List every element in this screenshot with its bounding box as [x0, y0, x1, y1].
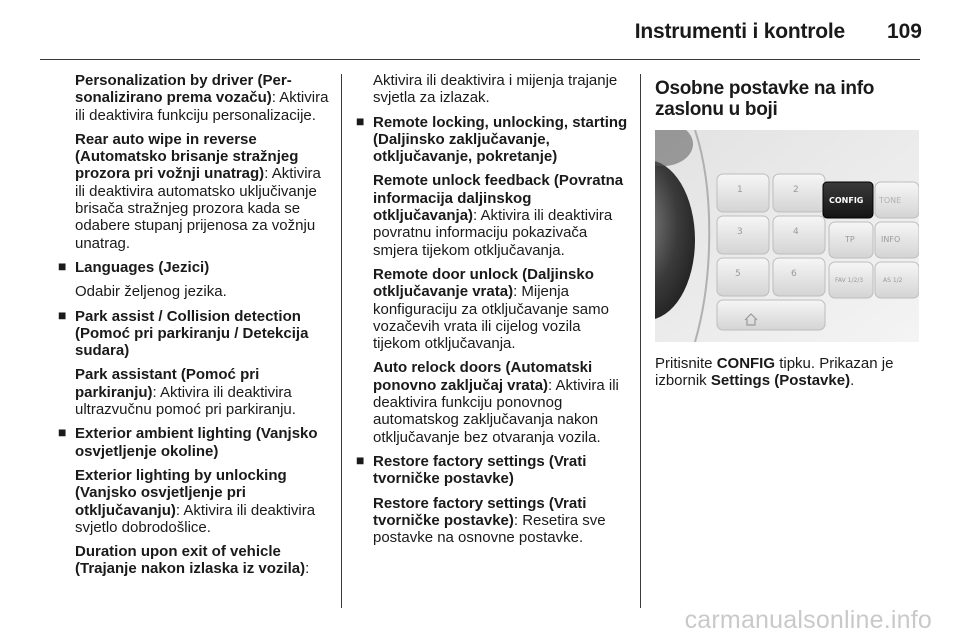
bullet-remote — [356, 114, 631, 166]
item-languages-desc: Odabir željenog jezika. — [75, 283, 227, 301]
panel-button-tp — [829, 222, 873, 258]
panel-button-2 — [773, 174, 825, 212]
bullet-title: Remote locking, unlocking, starting (Daljinsko zaključavanje, otključavanje, pokretanje) — [373, 113, 628, 166]
caption-text: . — [850, 372, 855, 390]
item-desc: : Mijenja konfiguraciju za otključavanje samo vozačevih vrata ili cijelog vozila tijekom otključavanja. — [373, 283, 609, 353]
home-button — [717, 300, 825, 330]
column-3 — [655, 72, 927, 390]
page-header — [0, 0, 960, 62]
item-rear-wipe — [75, 131, 330, 252]
item-remote-feedback — [373, 172, 631, 258]
item-personalization — [75, 72, 330, 124]
button-label: 4 — [793, 227, 799, 237]
panel-button-config — [823, 182, 873, 218]
panel-button-1 — [717, 174, 769, 212]
bullet-languages — [58, 259, 330, 276]
header-rule — [40, 59, 920, 60]
item-duration — [75, 543, 330, 578]
item-title: Restore factory settings (Vrati tvorničke postavke) — [373, 494, 587, 529]
column-divider-2 — [640, 74, 641, 608]
bullet-title: Restore factory settings (Vrati tvorničke postavke) — [373, 452, 587, 488]
item-title: Duration upon exit of vehicle (Trajanje nakon izlaska iz vozila) — [75, 543, 306, 578]
caption-text: Pritisnite — [655, 355, 717, 372]
bullet-square-icon: ■ — [58, 257, 67, 274]
item-title: Remote unlock feedback (Povratna informacija daljinskog otključavanja) — [373, 172, 624, 225]
panel-button-4 — [773, 216, 825, 254]
bullet-square-icon: ■ — [356, 112, 365, 129]
column-1 — [58, 72, 330, 578]
button-label: FAV 1/2/3 — [835, 277, 864, 284]
section-heading: Osobne postavke na info zaslonu u boji — [655, 78, 875, 120]
column-divider-1 — [341, 74, 342, 608]
item-title: Park assistant (Pomoć pri parkiranju) — [75, 366, 260, 401]
page-number: 109 — [886, 20, 922, 43]
item-desc: : Aktivira ili deaktivira svjetlo dobrodošlice. — [75, 501, 316, 536]
panel-button-info — [875, 222, 919, 258]
item-desc: : Resetira sve postavke na osnovne postavke. — [373, 511, 606, 547]
item-title: Remote door unlock (Daljinsko otključavanje vrata) — [373, 265, 594, 301]
button-label: TP — [845, 235, 855, 244]
bullet-title: Exterior ambient lighting (Vanjsko osvjetljenje okoline) — [75, 425, 318, 460]
bullet-square-icon: ■ — [58, 306, 67, 323]
item-relock — [373, 359, 631, 445]
button-label: 3 — [737, 227, 743, 237]
item-remote-door — [373, 266, 631, 352]
bullet-title: Park assist / Collision detection (Pomoć pri parkiranju / Detekcija sudara) — [75, 307, 309, 360]
bullet-title: Languages (Jezici) — [75, 258, 210, 276]
bullet-square-icon: ■ — [58, 424, 67, 441]
panel-button-6 — [773, 258, 825, 296]
page-title: Instrumenti i kontrole — [634, 20, 845, 43]
item-desc: : Aktivira ili deaktivira ultrazvučnu pomoć pri parkiranju. — [75, 383, 296, 419]
item-restore — [373, 495, 631, 547]
item-desc: : — [305, 560, 310, 578]
item-title: Exterior lighting by unlocking (Vanjsko osvjetljenje pri otključavanju) — [75, 466, 287, 519]
panel-button-3 — [717, 216, 769, 254]
item-title: Rear auto wipe in reverse (Automatsko brisanje stražnjeg prozora pri vožnji unatrag) — [75, 130, 299, 183]
caption-config-key: CONFIG — [716, 355, 776, 372]
item-duration-cont: Aktivira ili deaktivira i mijenja trajanje svjetla za izlazak. — [373, 72, 618, 107]
panel-button-as — [875, 262, 919, 298]
caption-settings-menu: Settings (Postavke) — [710, 372, 851, 390]
panel-button-5 — [717, 258, 769, 296]
item-title: Personalization by driver (Per-sonalizirano prema vozaču) — [75, 72, 292, 107]
caption-text: tipku. Prikazan je izbornik — [655, 355, 894, 390]
column-2 — [356, 72, 631, 546]
panel-button-fav — [829, 262, 873, 298]
bullet-restore — [356, 453, 631, 488]
button-label: 2 — [793, 185, 799, 195]
item-desc: : Aktivira ili deaktivira povratnu informaciju pokazivača smjera tijekom otključavanja. — [373, 207, 613, 259]
button-label: 6 — [791, 269, 797, 279]
watermark: carmanualsonline.info — [684, 606, 932, 634]
bullet-park — [58, 308, 330, 360]
item-desc: : Aktivira ili deaktivira funkciju ponovnog automatskog zaključavanja nakon otključavanje bez otvaranja vozila. — [373, 376, 619, 446]
item-exterior-unlock — [75, 467, 330, 536]
bullet-square-icon: ■ — [356, 451, 365, 468]
button-label: CONFIG — [829, 196, 864, 205]
button-label: INFO — [881, 235, 901, 244]
caption — [655, 355, 927, 390]
item-desc: : Aktivira ili deaktivira automatsko uključivanje brisača stražnjeg prozora kada se odabere stupanj prijenosa za vožnju unatrag. — [75, 165, 321, 252]
button-label: TONE — [879, 196, 902, 205]
bullet-exterior — [58, 425, 330, 460]
panel-button-tone — [875, 182, 919, 218]
button-label: AS 1/2 — [883, 277, 903, 284]
button-label: 5 — [735, 269, 741, 279]
item-title: Auto relock doors (Automatski ponovno zaključaj vrata) — [373, 359, 593, 394]
item-desc: : Aktivira ili deaktivira funkciju personalizacije. — [75, 89, 329, 124]
button-label: 1 — [737, 185, 743, 195]
item-park-assistant — [75, 366, 330, 418]
control-panel-photo — [655, 130, 919, 342]
